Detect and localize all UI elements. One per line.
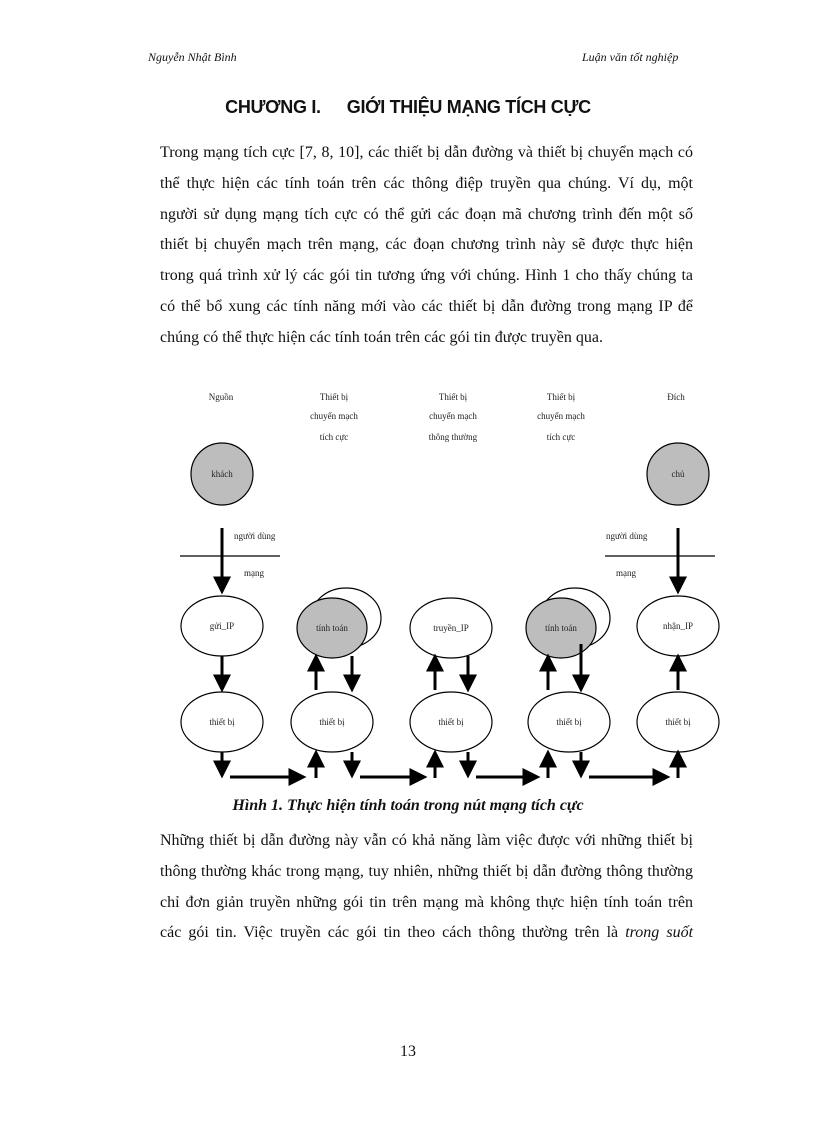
receive-ip-label: nhận_IP	[663, 621, 693, 631]
source-host-label: khách	[211, 469, 233, 479]
col-label-active-1: Thiết bị	[319, 392, 349, 402]
paragraph-emphasis: trong suốt	[625, 924, 694, 942]
device-label: thiết bị	[319, 717, 345, 727]
paragraph-line	[160, 918, 693, 949]
device-label: thiết bị	[209, 717, 235, 727]
network-label-right: mạng	[616, 568, 636, 578]
device-label: thiết bị	[438, 717, 464, 727]
user-label-left: người dùng	[234, 531, 276, 541]
header-author: Nguyễn Nhật Bình	[148, 50, 237, 64]
compute-label-2: tính toán	[545, 623, 577, 633]
figure-caption-prefix: Hình 1.	[232, 797, 284, 814]
paragraph-followup	[160, 826, 693, 949]
send-ip-label: gửi_IP	[209, 621, 235, 631]
col-label-dest: Đích	[667, 392, 685, 402]
device-label: thiết bị	[665, 717, 691, 727]
paragraph-line: thiết bị chuyển mạch trên mạng, các đoạn chương trình này sẽ được thực hiện	[160, 236, 693, 254]
paragraph-line: thông thường khác trong mạng, tuy nhiên, những thiết bị dẫn đường thông thường	[160, 862, 693, 880]
col-label-source: Nguồn	[208, 392, 234, 402]
col-label-active-2: chuyển mạch	[537, 411, 585, 421]
paragraph-line: chúng có thể thực hiện các tính toán trên các gói tin được truyền qua.	[160, 328, 603, 346]
col-label-active-1: chuyển mạch	[310, 411, 358, 421]
col-label-normal: chuyển mạch	[429, 411, 477, 421]
paragraph-line-text: các gói tin. Việc truyền các gói tin theo cách thông thường trên là	[160, 924, 626, 942]
forward-ip-label: truyền_IP	[433, 623, 469, 633]
compute-label-1: tính toán	[316, 623, 348, 633]
paragraph-line: Trong mạng tích cực [7, 8, 10], các thiết bị dẫn đường và thiết bị chuyển mạch có	[160, 144, 693, 161]
col-label-active-1: tích cực	[319, 432, 349, 442]
chapter-title	[0, 97, 816, 118]
dest-host-label: chủ	[671, 469, 685, 479]
paragraph-line: có thể bổ xung các tính năng mới vào các thiết bị dẫn đường trong mạng IP để	[160, 297, 693, 315]
col-label-active-2: tích cực	[546, 432, 576, 442]
active-network-figure	[150, 380, 730, 790]
paragraph-line: chỉ đơn giản truyền những gói tin trên mạng mà không thực hiện tính toán trên	[160, 893, 693, 911]
header-doc-type: Luận văn tốt nghiệp	[582, 50, 679, 64]
network-label-left: mạng	[244, 568, 264, 578]
chapter-number: CHƯƠNG I.	[225, 97, 321, 117]
user-label-right: người dùng	[606, 531, 648, 541]
paragraph-line: thể thực hiện các tính toán trên các thông điệp truyền qua chúng. Ví dụ, một	[160, 174, 693, 192]
figure-caption	[0, 797, 816, 815]
col-label-normal: thông thường	[428, 432, 478, 442]
paragraph-line: người sử dụng mạng tích cực có thể gửi các đoạn mã chương trình đến một số	[160, 205, 693, 223]
page-number: 13	[400, 1043, 416, 1060]
paragraph-line: trong quá trình xử lý các gói tin tương ứng với chúng. Hình 1 cho thấy chúng ta	[160, 267, 693, 285]
col-label-normal: Thiết bị	[438, 392, 468, 402]
col-label-active-2: Thiết bị	[546, 392, 576, 402]
figure-caption-text: Thực hiện tính toán trong nút mạng tích cực	[287, 797, 584, 814]
chapter-name: GIỚI THIỆU MẠNG TÍCH CỰC	[346, 97, 591, 117]
paragraph-intro	[160, 138, 693, 354]
paragraph-line: Những thiết bị dẫn đường này vẫn có khả năng làm việc được với những thiết bị	[160, 832, 693, 849]
device-label: thiết bị	[556, 717, 582, 727]
